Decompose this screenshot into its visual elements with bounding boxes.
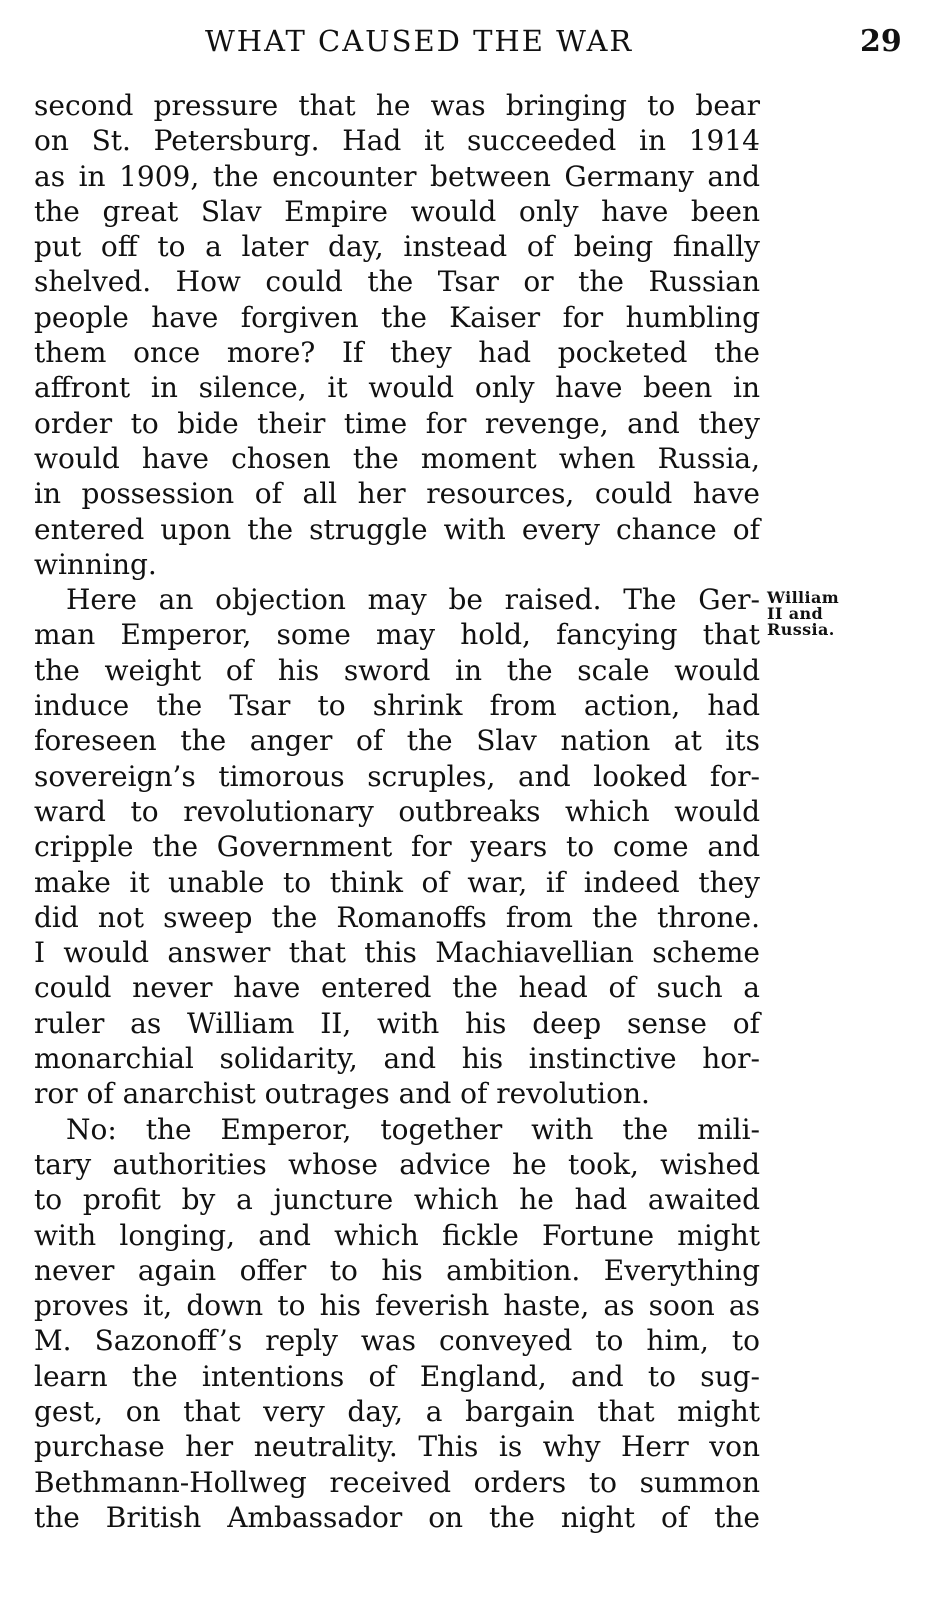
margin-note-line: Russia. bbox=[767, 620, 835, 639]
text-line: as in 1909, the encounter between Germany and bbox=[34, 159, 760, 193]
text-line: man Emperor, some may hold, fancying that bbox=[34, 618, 760, 652]
text-line: ward to revolutionary outbreaks which would bbox=[34, 794, 760, 828]
text-line: them once more? If they had pocketed the bbox=[34, 336, 760, 370]
text-line: make it unable to think of war, if indeed they bbox=[34, 865, 760, 899]
text-line: proves it, down to his feverish haste, as soon as bbox=[34, 1289, 760, 1323]
text-line: M. Sazonoff’s reply was conveyed to him, to bbox=[34, 1324, 760, 1358]
text-line: second pressure that he was bringing to bear bbox=[34, 89, 760, 122]
text-line: did not sweep the Romanoffs from the throne. bbox=[34, 900, 760, 934]
margin-note-line: William bbox=[767, 588, 840, 607]
paragraph-start-line: Here an objection may be raised. The Ger- bbox=[66, 583, 760, 617]
text-line: on St. Petersburg. Had it succeeded in 1914 bbox=[34, 124, 760, 158]
text-line: to profit by a juncture which he had awaited bbox=[34, 1183, 760, 1217]
body-text bbox=[34, 88, 760, 1535]
text-line: never again offer to his ambition. Everything bbox=[34, 1253, 760, 1287]
text-line: shelved. How could the Tsar or the Russian bbox=[34, 265, 760, 299]
text-line: monarchial solidarity, and his instinctive hor- bbox=[34, 1042, 760, 1076]
text-line: entered upon the struggle with every chance of bbox=[34, 512, 760, 546]
text-line: purchase her neutrality. This is why Herr von bbox=[34, 1430, 760, 1464]
page-number: 29 bbox=[860, 24, 902, 59]
text-line: tary authorities whose advice he took, wished bbox=[34, 1147, 760, 1181]
text-line: the weight of his sword in the scale would bbox=[34, 653, 760, 687]
text-line: affront in silence, it would only have been in bbox=[34, 371, 760, 405]
text-line: the great Slav Empire would only have been bbox=[34, 194, 760, 228]
text-line: order to bide their time for revenge, and they bbox=[34, 406, 760, 440]
text-line: induce the Tsar to shrink from action, had bbox=[34, 689, 760, 723]
text-line: could never have entered the head of such a bbox=[34, 971, 760, 1005]
text-line: I would answer that this Machiavellian scheme bbox=[34, 936, 760, 970]
text-line: put off to a later day, instead of being finally bbox=[34, 230, 760, 264]
text-line: learn the intentions of England, and to sug- bbox=[34, 1359, 760, 1393]
text-line: in possession of all her resources, could have bbox=[34, 477, 760, 511]
text-line: Bethmann-Hollweg received orders to summon bbox=[34, 1465, 760, 1499]
margin-note-line: II and bbox=[767, 604, 824, 623]
paragraph-end-line: ror of anarchist outrages and of revolution. bbox=[34, 1077, 650, 1111]
paragraph-end-line: winning. bbox=[34, 547, 157, 581]
text-line: with longing, and which fickle Fortune might bbox=[34, 1218, 760, 1252]
text-line: foreseen the anger of the Slav nation at its bbox=[34, 724, 760, 758]
text-line: cripple the Government for years to come and bbox=[34, 830, 760, 864]
text-line: ruler as William II, with his deep sense of bbox=[34, 1006, 760, 1040]
text-line: sovereign’s timorous scruples, and looked for- bbox=[34, 759, 760, 793]
text-line: gest, on that very day, a bargain that might bbox=[34, 1394, 760, 1428]
running-title: WHAT CAUSED THE WAR bbox=[205, 24, 634, 58]
text-line: would have chosen the moment when Russia, bbox=[34, 441, 760, 475]
text-line: people have forgiven the Kaiser for humbling bbox=[34, 300, 760, 334]
text-line: the British Ambassador on the night of the bbox=[34, 1500, 760, 1534]
paragraph-start-line: No: the Emperor, together with the mili- bbox=[66, 1112, 760, 1146]
margin-note bbox=[767, 590, 877, 638]
page-header bbox=[0, 24, 950, 68]
